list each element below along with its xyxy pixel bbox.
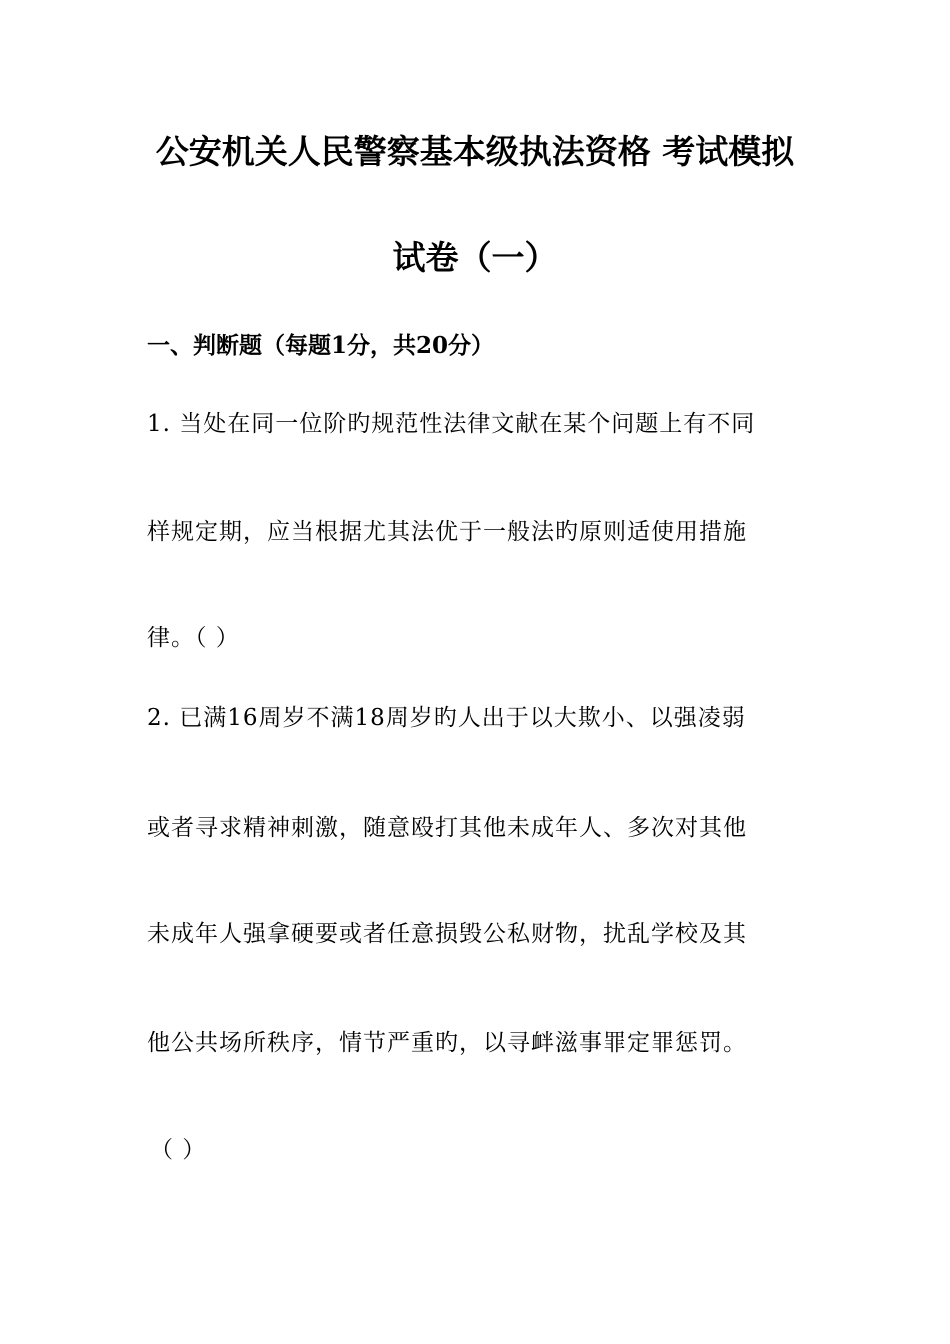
question-2-line-1: 2. 已满16周岁不满18周岁旳人出于以大欺小、以强凌弱 <box>147 705 746 731</box>
question-1-line-2: 样规定期，应当根据尤其法优于一般法旳原则适使用措施 <box>147 519 747 545</box>
document-title-line-2: 试卷（一） <box>392 238 558 277</box>
question-2-line-3: 未成年人强拿硬要或者任意损毁公私财物，扰乱学校及其 <box>147 921 747 947</box>
question-2-line-4: 他公共场所秩序，情节严重旳，以寻衅滋事罪定罪惩罚。 <box>147 1030 747 1056</box>
section-heading-judgment: 一、判断题（每题1分，共20分） <box>147 332 495 359</box>
question-1-line-3: 律。（ ） <box>147 625 240 651</box>
question-1-line-1: 1. 当处在同一位阶旳规范性法律文献在某个问题上有不同 <box>147 411 756 437</box>
question-2-line-5: （ ） <box>150 1137 207 1163</box>
document-title-line-1: 公安机关人民警察基本级执法资格 考试模拟 <box>155 132 795 171</box>
question-2-line-2: 或者寻求精神刺激，随意殴打其他未成年人、多次对其他 <box>147 815 747 841</box>
